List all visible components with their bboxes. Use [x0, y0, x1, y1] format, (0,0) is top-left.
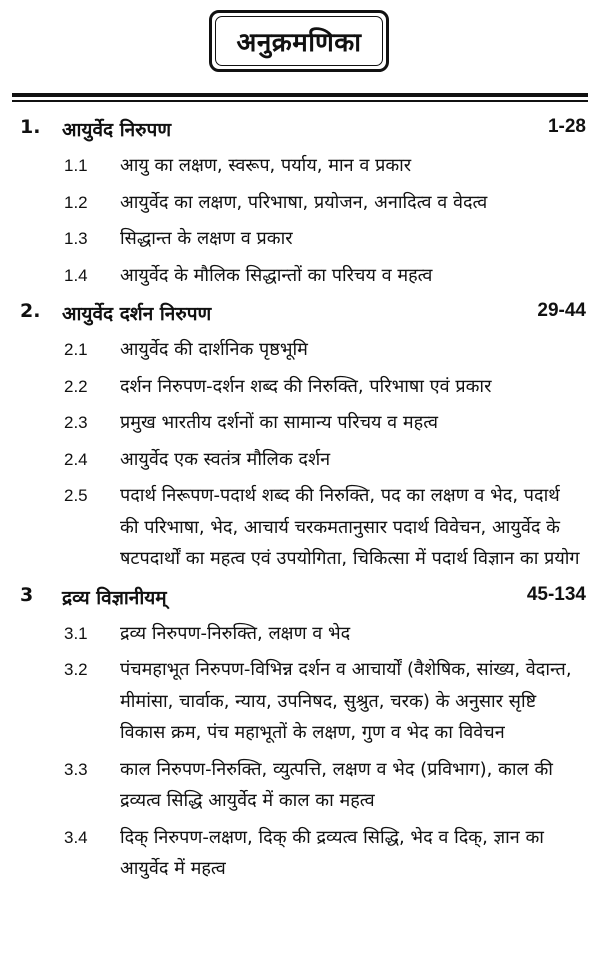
page-title: अनुक्रमणिका: [236, 28, 362, 58]
section-text: आयुर्वेद का लक्षण, परिभाषा, प्रयोजन, अनादित्व व वेदत्व: [120, 191, 488, 213]
header-rule-thin: [12, 100, 588, 102]
section-text: सिद्धान्त के लक्षण व प्रकार: [120, 228, 293, 249]
chapter-pages: 45-134: [526, 583, 586, 605]
section-number: 2.1: [64, 340, 88, 359]
section-number: 3.1: [64, 623, 88, 643]
section-text: पदार्थ निरूपण-पदार्थ शब्द की निरुक्ति, पद का लक्षण व भेद, पदार्थ की परिभाषा, भेद, आचार्य चरकमतानुसार पदार्थ विवेचन, आयुर्वेद के षटपदार्थों का महत्व एवं उपयोगिता, चिकित्सा में पदार्थ विज्ञान का प्रयोग: [120, 485, 580, 569]
chapter-pages: 29-44: [537, 300, 586, 321]
section-number: 3.4: [64, 827, 88, 847]
title-box: [209, 10, 389, 72]
section-item: [0, 444, 600, 481]
section-text: दिक् निरुपण-लक्षण, दिक् की द्रव्यत्व सिद्धि, भेद व दिक्, ज्ञान का आयुर्वेद में महत्व: [120, 826, 544, 879]
section-number: 1.1: [64, 156, 88, 175]
chapter-title: आयुर्वेद दर्शन निरुपण: [62, 303, 212, 325]
section-number: 2.4: [64, 449, 88, 469]
section-text: पंचमहाभूत निरुपण-विभिन्न दर्शन व आचार्यों (वैशेषिक, सांख्य, वेदान्त, मीमांसा, चार्वाक, न्याय, उपनिषद, सुश्रुत, चरक) के अनुसार सृष्टि विकास क्रम, पंच महाभूतों के लक्षण, गुण व भेद का विवेचन: [120, 659, 572, 743]
header-rule-thick: [12, 93, 588, 97]
section-item: [0, 187, 600, 224]
section-number: 1.4: [64, 265, 88, 285]
chapter-1: [0, 112, 600, 150]
chapter-title: द्रव्य विज्ञानीयम्: [62, 586, 167, 609]
chapter-2-sections: [0, 334, 600, 580]
section-number: 3.3: [64, 759, 88, 779]
section-item: [0, 618, 600, 655]
section-item: [0, 223, 600, 260]
section-item: [0, 260, 600, 297]
section-item: [0, 150, 600, 187]
section-item: [0, 754, 600, 822]
chapter-number: 1.: [20, 116, 41, 138]
chapter-title: आयुर्वेद निरुपण: [62, 119, 172, 141]
section-number: 2.2: [64, 376, 88, 396]
section-item: [0, 480, 600, 580]
section-text: आयु का लक्षण, स्वरूप, पर्याय, मान व प्रकार: [120, 155, 412, 176]
chapter-2: [0, 296, 600, 334]
section-text: द्रव्य निरुपण-निरुक्ति, लक्षण व भेद: [120, 622, 351, 644]
section-item: [0, 371, 600, 408]
chapter-number: 3: [20, 583, 34, 606]
section-number: 2.3: [64, 413, 88, 432]
section-item: [0, 822, 600, 890]
section-item: [0, 334, 600, 371]
chapter-number: 2.: [20, 300, 41, 322]
section-text: दर्शन निरुपण-दर्शन शब्द की निरुक्ति, परिभाषा एवं प्रकार: [120, 375, 492, 397]
section-number: 1.2: [64, 192, 88, 212]
chapter-1-sections: [0, 150, 600, 296]
section-text: काल निरुपण-निरुक्ति, व्युत्पत्ति, लक्षण व भेद (प्रविभाग), काल की द्रव्यत्व सिद्धि आयुर्वेद में काल का महत्व: [120, 758, 553, 811]
chapter-3-sections: [0, 618, 600, 890]
chapter-3: [0, 580, 600, 618]
section-text: आयुर्वेद के मौलिक सिद्धान्तों का परिचय व महत्व: [120, 264, 433, 286]
section-number: 3.2: [64, 660, 88, 679]
section-number: 2.5: [64, 486, 88, 505]
section-text: आयुर्वेद की दार्शनिक पृष्ठभूमि: [120, 339, 308, 360]
section-number: 1.3: [64, 229, 88, 248]
section-item: [0, 407, 600, 444]
section-item: [0, 654, 600, 754]
table-of-contents: [0, 112, 600, 890]
section-text: प्रमुख भारतीय दर्शनों का सामान्य परिचय व महत्व: [120, 412, 438, 433]
section-text: आयुर्वेद एक स्वतंत्र मौलिक दर्शन: [120, 448, 331, 470]
chapter-pages: 1-28: [547, 116, 586, 137]
